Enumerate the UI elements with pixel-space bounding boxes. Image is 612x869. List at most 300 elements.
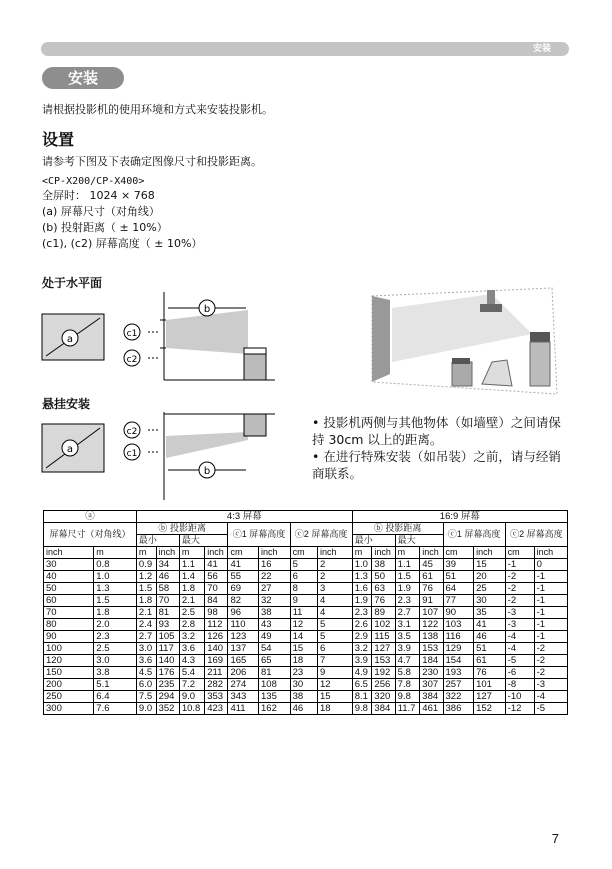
table-row: [44, 643, 568, 655]
table-cell: 274: [228, 679, 259, 691]
table-cell: -1: [534, 595, 567, 607]
table-cell: 2.1: [136, 607, 156, 619]
label-c2: c2: [126, 355, 138, 365]
table-row: [44, 559, 568, 571]
table-cell: -1: [534, 583, 567, 595]
table-row: [44, 595, 568, 607]
unit-cell: cm: [505, 547, 534, 559]
unit-cell: cm: [443, 547, 474, 559]
table-row: [44, 571, 568, 583]
table-cell: -1: [534, 571, 567, 583]
table-cell: 22: [259, 571, 291, 583]
table-cell: 81: [156, 607, 179, 619]
table-cell: 91: [420, 595, 443, 607]
table-cell: 211: [205, 667, 228, 679]
header-bar: [41, 42, 569, 56]
table-cell: 230: [420, 667, 443, 679]
table-cell: 103: [443, 619, 474, 631]
ratio-169-header: 16:9 屏幕: [352, 511, 567, 523]
table-cell: 46: [290, 703, 317, 715]
unit-cell: inch: [318, 547, 353, 559]
label-a: a: [66, 334, 74, 345]
table-body: [44, 559, 568, 715]
table-cell: 2.0: [94, 619, 137, 631]
table-cell: 117: [156, 643, 179, 655]
table-cell: 14: [290, 631, 317, 643]
table-cell: 2.3: [352, 607, 372, 619]
table-cell: -6: [505, 667, 534, 679]
table-cell: 7.5: [136, 691, 156, 703]
table-cell: 1.3: [94, 583, 137, 595]
table-cell: -3: [534, 679, 567, 691]
label-c2-2: c2: [126, 427, 138, 437]
min-43: 最小: [136, 535, 179, 547]
table-cell: 126: [205, 631, 228, 643]
table-cell: 9.8: [352, 703, 372, 715]
room-illustration: [352, 284, 562, 396]
table-cell: 38: [259, 607, 291, 619]
floor-install-diagram: [40, 292, 280, 384]
c2-169-header: ⓒ2 屏幕高度: [505, 523, 567, 547]
table-cell: 3.9: [395, 643, 420, 655]
table-row: [44, 631, 568, 643]
page-number: 7: [551, 831, 559, 846]
unit-cell: m: [136, 547, 156, 559]
table-cell: 0.8: [94, 559, 137, 571]
table-cell: 15: [474, 559, 506, 571]
table-cell: 70: [205, 583, 228, 595]
table-cell: 54: [259, 643, 291, 655]
table-cell: 89: [372, 607, 395, 619]
table-cell: 9.8: [395, 691, 420, 703]
table-cell: 153: [420, 643, 443, 655]
table-cell: 0.9: [136, 559, 156, 571]
table-cell: 2.8: [179, 619, 204, 631]
setup-line-1: 请参考下图及下表确定图像尺寸和投影距离。: [42, 155, 262, 168]
unit-cell: m: [352, 547, 372, 559]
table-cell: 1.8: [136, 595, 156, 607]
table-cell: 1.0: [352, 559, 372, 571]
table-cell: 70: [44, 607, 94, 619]
table-cell: 43: [259, 619, 291, 631]
table-cell: 123: [228, 631, 259, 643]
table-cell: 18: [290, 655, 317, 667]
table-cell: 320: [372, 691, 395, 703]
table-cell: -1: [505, 559, 534, 571]
table-cell: 294: [156, 691, 179, 703]
table-cell: 56: [205, 571, 228, 583]
table-cell: 165: [228, 655, 259, 667]
table-cell: 12: [318, 679, 353, 691]
table-cell: 140: [156, 655, 179, 667]
table-cell: 5: [290, 559, 317, 571]
table-cell: 3.2: [179, 631, 204, 643]
table-cell: 9: [290, 595, 317, 607]
page-title: 安装: [42, 67, 124, 89]
table-cell: -8: [505, 679, 534, 691]
table-cell: 2.3: [94, 631, 137, 643]
table-cell: 282: [205, 679, 228, 691]
table-cell: 10.8: [179, 703, 204, 715]
table-cell: 46: [156, 571, 179, 583]
table-row: [44, 655, 568, 667]
table-cell: 4.5: [136, 667, 156, 679]
table-cell: 5.1: [94, 679, 137, 691]
unit-cell: m: [94, 547, 137, 559]
table-cell: 0: [534, 559, 567, 571]
table-cell: 120: [44, 655, 94, 667]
unit-cell: inch: [420, 547, 443, 559]
table-cell: 41: [228, 559, 259, 571]
table-cell: 3.6: [179, 643, 204, 655]
table-cell: 384: [420, 691, 443, 703]
table-cell: 45: [420, 559, 443, 571]
unit-cell: m: [179, 547, 204, 559]
table-cell: 46: [474, 631, 506, 643]
setup-line-4: (a) 屏幕尺寸（对角线）: [42, 205, 160, 218]
max-43: 最大: [179, 535, 228, 547]
table-cell: 81: [259, 667, 291, 679]
table-cell: 38: [290, 691, 317, 703]
unit-cell: inch: [259, 547, 291, 559]
table-cell: 84: [205, 595, 228, 607]
table-cell: 105: [156, 631, 179, 643]
table-cell: -4: [534, 691, 567, 703]
screen-size-header: 屏幕尺寸（对角线）: [44, 523, 137, 547]
table-cell: 110: [228, 619, 259, 631]
unit-row: [44, 547, 568, 559]
table-cell: -10: [505, 691, 534, 703]
table-cell: -2: [505, 571, 534, 583]
table-cell: 1.9: [352, 595, 372, 607]
table-cell: 154: [443, 655, 474, 667]
table-cell: 1.5: [395, 571, 420, 583]
table-cell: 200: [44, 679, 94, 691]
table-cell: 3.5: [395, 631, 420, 643]
table-cell: 12: [290, 619, 317, 631]
setup-line-2: <CP-X200/CP-X400>: [42, 176, 145, 187]
table-cell: 176: [156, 667, 179, 679]
table-cell: 250: [44, 691, 94, 703]
table-cell: 1.4: [179, 571, 204, 583]
b-169-header: ⓑ 投影距离: [352, 523, 443, 535]
table-cell: -5: [505, 655, 534, 667]
table-row: [44, 703, 568, 715]
table-cell: 127: [474, 691, 506, 703]
table-cell: 8: [290, 583, 317, 595]
table-cell: -3: [505, 607, 534, 619]
table-cell: 93: [156, 619, 179, 631]
table-cell: 38: [372, 559, 395, 571]
table-cell: 2.7: [395, 607, 420, 619]
unit-cell: cm: [290, 547, 317, 559]
table-cell: 5.8: [395, 667, 420, 679]
table-cell: 65: [259, 655, 291, 667]
table-cell: 3: [318, 583, 353, 595]
table-cell: 7.8: [395, 679, 420, 691]
max-169: 最大: [395, 535, 443, 547]
table-cell: 5: [318, 631, 353, 643]
table-row: [44, 667, 568, 679]
table-cell: 129: [443, 643, 474, 655]
c1-169-header: ⓒ1 屏幕高度: [443, 523, 505, 547]
note-1: • 投影机两侧与其他物体（如墙壁）之间请保持 30cm 以上的距离。: [312, 415, 561, 447]
header-section-label: 安装: [532, 44, 551, 54]
floor-install-title: 处于水平面: [42, 276, 103, 290]
table-cell: -5: [534, 703, 567, 715]
table-cell: 4.9: [352, 667, 372, 679]
table-cell: 192: [372, 667, 395, 679]
table-cell: 1.6: [352, 583, 372, 595]
table-cell: 76: [420, 583, 443, 595]
unit-cell: m: [395, 547, 420, 559]
table-cell: 153: [372, 655, 395, 667]
section-heading: 设置: [42, 130, 75, 149]
notes: [312, 414, 572, 482]
table-cell: 3.1: [395, 619, 420, 631]
table-cell: 353: [205, 691, 228, 703]
table-row: [44, 679, 568, 691]
col-a-symbol: ⓐ: [44, 511, 137, 523]
table-cell: 25: [474, 583, 506, 595]
table-cell: 63: [372, 583, 395, 595]
table-cell: 11.7: [395, 703, 420, 715]
table-cell: 61: [474, 655, 506, 667]
table-cell: 256: [372, 679, 395, 691]
table-cell: -2: [505, 595, 534, 607]
table-cell: 7: [318, 655, 353, 667]
table-cell: 2.7: [136, 631, 156, 643]
table-cell: 98: [205, 607, 228, 619]
table-cell: 3.0: [94, 655, 137, 667]
table-cell: -1: [534, 607, 567, 619]
table-cell: 150: [44, 667, 94, 679]
table-cell: 6: [318, 643, 353, 655]
table-cell: 58: [156, 583, 179, 595]
table-cell: 55: [228, 571, 259, 583]
table-cell: 40: [44, 571, 94, 583]
table-cell: 100: [44, 643, 94, 655]
table-cell: 112: [205, 619, 228, 631]
table-cell: 11: [290, 607, 317, 619]
table-cell: 1.1: [395, 559, 420, 571]
table-cell: 3.9: [352, 655, 372, 667]
table-cell: 115: [372, 631, 395, 643]
table-cell: 461: [420, 703, 443, 715]
unit-cell: inch: [205, 547, 228, 559]
table-cell: -2: [505, 583, 534, 595]
table-cell: 1.8: [94, 607, 137, 619]
ceiling-install-title: 悬挂安装: [42, 397, 91, 411]
table-cell: 5.4: [179, 667, 204, 679]
unit-cell: inch: [44, 547, 94, 559]
table-cell: 7.6: [94, 703, 137, 715]
table-cell: 169: [205, 655, 228, 667]
table-cell: 15: [318, 691, 353, 703]
table-cell: 30: [290, 679, 317, 691]
table-cell: 3.8: [94, 667, 137, 679]
label-c1-2: c1: [126, 449, 138, 459]
table-cell: -3: [505, 619, 534, 631]
setup-line-3: 全屏时： 1024 × 768: [42, 189, 155, 202]
table-cell: 352: [156, 703, 179, 715]
table-cell: 41: [205, 559, 228, 571]
label-b-2: b: [203, 466, 211, 477]
table-cell: 2.5: [94, 643, 137, 655]
table-cell: 49: [259, 631, 291, 643]
table-cell: 20: [474, 571, 506, 583]
table-cell: 51: [474, 643, 506, 655]
distance-table: [43, 510, 568, 715]
table-cell: 135: [259, 691, 291, 703]
table-cell: 90: [443, 607, 474, 619]
table-cell: 4: [318, 607, 353, 619]
table-cell: 4.3: [179, 655, 204, 667]
table-cell: 51: [443, 571, 474, 583]
table-cell: -1: [534, 631, 567, 643]
table-cell: 50: [44, 583, 94, 595]
table-cell: 64: [443, 583, 474, 595]
table-cell: 70: [156, 595, 179, 607]
table-cell: 35: [474, 607, 506, 619]
table-cell: 39: [443, 559, 474, 571]
intro-text: 请根据投影机的使用环境和方式来安装投影机。: [42, 103, 273, 116]
table-cell: 30: [474, 595, 506, 607]
table-cell: 386: [443, 703, 474, 715]
table-cell: 2: [318, 571, 353, 583]
unit-cell: cm: [228, 547, 259, 559]
table-cell: 3.6: [136, 655, 156, 667]
table-cell: 9.0: [136, 703, 156, 715]
table-cell: 50: [372, 571, 395, 583]
table-cell: 116: [443, 631, 474, 643]
table-cell: 2.9: [352, 631, 372, 643]
table-cell: 184: [420, 655, 443, 667]
table-cell: 76: [474, 667, 506, 679]
table-cell: 61: [420, 571, 443, 583]
table-cell: 206: [228, 667, 259, 679]
table-cell: 152: [474, 703, 506, 715]
note-2: • 在进行特殊安装（如吊装）之前，请与经销商联系。: [312, 449, 561, 481]
table-cell: 2.3: [395, 595, 420, 607]
unit-cell: inch: [372, 547, 395, 559]
table-cell: 32: [259, 595, 291, 607]
table-cell: 101: [474, 679, 506, 691]
table-cell: -2: [534, 643, 567, 655]
table-cell: 34: [156, 559, 179, 571]
unit-cell: inch: [156, 547, 179, 559]
table-cell: 307: [420, 679, 443, 691]
table-cell: 122: [420, 619, 443, 631]
unit-cell: inch: [474, 547, 506, 559]
table-cell: -4: [505, 643, 534, 655]
table-cell: 384: [372, 703, 395, 715]
table-cell: 69: [228, 583, 259, 595]
label-c1: c1: [126, 329, 138, 339]
unit-cell: inch: [534, 547, 567, 559]
table-cell: 423: [205, 703, 228, 715]
table-cell: 3.0: [136, 643, 156, 655]
table-cell: 1.1: [179, 559, 204, 571]
table-cell: 1.0: [94, 571, 137, 583]
table-cell: 102: [372, 619, 395, 631]
setup-line-5: (b) 投射距离（ ± 10%）: [42, 221, 168, 234]
table-cell: 90: [44, 631, 94, 643]
table-cell: 15: [290, 643, 317, 655]
table-cell: 411: [228, 703, 259, 715]
label-b: b: [203, 304, 211, 315]
table-cell: 3.2: [352, 643, 372, 655]
table-cell: 5: [318, 619, 353, 631]
table-cell: 343: [228, 691, 259, 703]
table-cell: 107: [420, 607, 443, 619]
table-row: [44, 691, 568, 703]
table-cell: 2.6: [352, 619, 372, 631]
table-cell: 96: [228, 607, 259, 619]
table-cell: 2.5: [179, 607, 204, 619]
table-cell: 6.0: [136, 679, 156, 691]
ceiling-install-diagram: [40, 412, 280, 504]
table-cell: 30: [44, 559, 94, 571]
table-cell: 162: [259, 703, 291, 715]
table-cell: 6.5: [352, 679, 372, 691]
table-cell: 193: [443, 667, 474, 679]
table-cell: 257: [443, 679, 474, 691]
table-cell: 4: [318, 595, 353, 607]
table-cell: -2: [534, 667, 567, 679]
table-cell: 9: [318, 667, 353, 679]
c1-43-header: ⓒ1 屏幕高度: [228, 523, 290, 547]
table-cell: 2: [318, 559, 353, 571]
table-cell: 23: [290, 667, 317, 679]
table-cell: 41: [474, 619, 506, 631]
min-169: 最小: [352, 535, 395, 547]
table-cell: 76: [372, 595, 395, 607]
table-cell: 140: [205, 643, 228, 655]
table-cell: 6: [290, 571, 317, 583]
label-a-2: a: [66, 444, 74, 455]
table-cell: 235: [156, 679, 179, 691]
table-cell: 9.0: [179, 691, 204, 703]
table-cell: 1.8: [179, 583, 204, 595]
table-cell: 8.1: [352, 691, 372, 703]
table-cell: 2.4: [136, 619, 156, 631]
table-cell: 77: [443, 595, 474, 607]
table-cell: 108: [259, 679, 291, 691]
table-cell: 137: [228, 643, 259, 655]
ratio-43-header: 4:3 屏幕: [136, 511, 352, 523]
table-cell: 1.9: [395, 583, 420, 595]
table-cell: 1.2: [136, 571, 156, 583]
table-cell: 138: [420, 631, 443, 643]
table-cell: 16: [259, 559, 291, 571]
b-43-header: ⓑ 投影距离: [136, 523, 228, 535]
table-cell: 300: [44, 703, 94, 715]
table-cell: -2: [534, 655, 567, 667]
c2-43-header: ⓒ2 屏幕高度: [290, 523, 352, 547]
table-cell: 6.4: [94, 691, 137, 703]
table-row: [44, 607, 568, 619]
table-row: [44, 619, 568, 631]
table-row: [44, 583, 568, 595]
table-cell: -12: [505, 703, 534, 715]
table-cell: 322: [443, 691, 474, 703]
table-cell: 60: [44, 595, 94, 607]
table-cell: 4.7: [395, 655, 420, 667]
table-cell: 18: [318, 703, 353, 715]
table-cell: 1.3: [352, 571, 372, 583]
table-cell: -4: [505, 631, 534, 643]
